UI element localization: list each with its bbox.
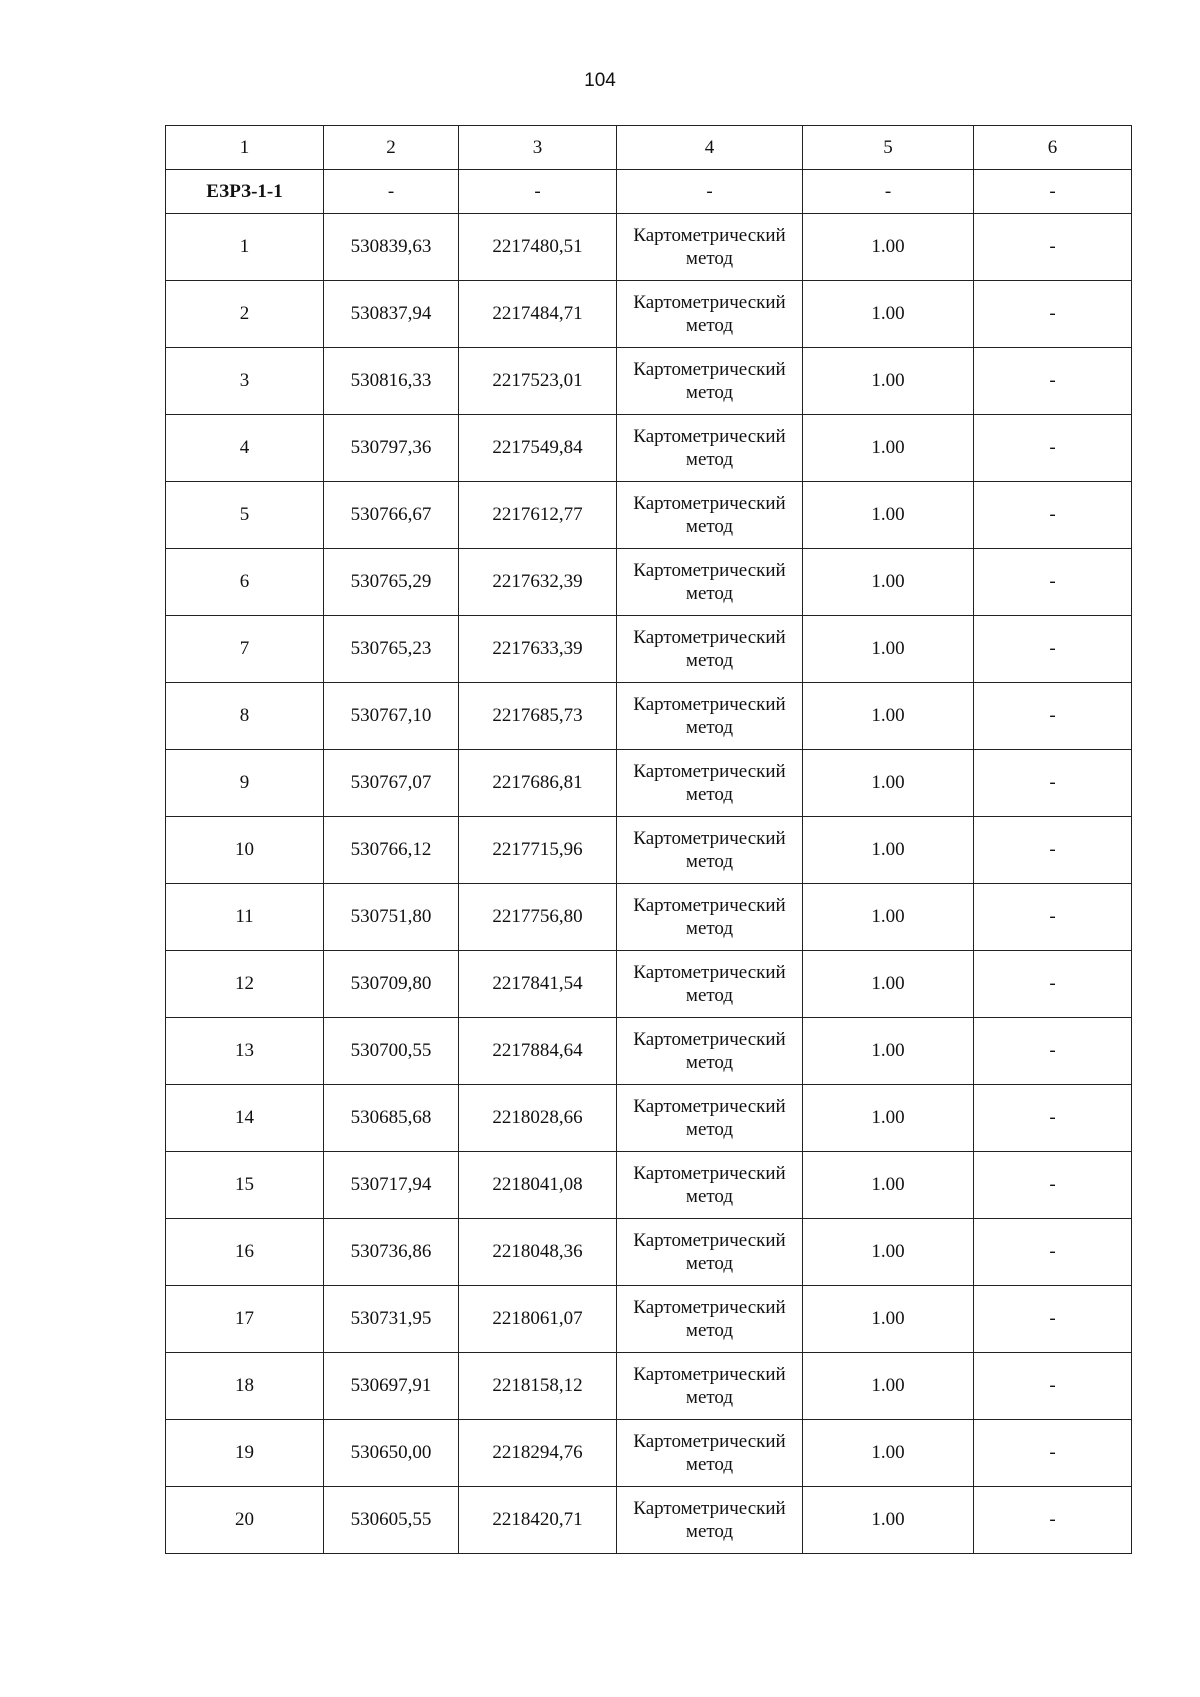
x-coordinate-cell: 530816,33 xyxy=(324,348,459,415)
x-coordinate-cell: 530751,80 xyxy=(324,884,459,951)
point-number-cell: 16 xyxy=(166,1219,324,1286)
page-number: 104 xyxy=(584,70,616,91)
zone-name: ЕЗРЗ-1-1 xyxy=(166,170,324,214)
method-line-1: Картометрический xyxy=(633,1096,786,1117)
point-number-cell: 20 xyxy=(166,1487,324,1554)
table-row xyxy=(166,1219,1132,1286)
y-coordinate-cell: 2217715,96 xyxy=(459,817,617,884)
accuracy-cell: 1.00 xyxy=(803,750,974,817)
column6-cell: - xyxy=(974,616,1132,683)
table-row xyxy=(166,1085,1132,1152)
point-number-cell: 4 xyxy=(166,415,324,482)
method-line-1: Картометрический xyxy=(633,627,786,648)
method-cell xyxy=(617,884,803,951)
column6-cell: - xyxy=(974,549,1132,616)
accuracy-cell: 1.00 xyxy=(803,214,974,281)
y-coordinate-cell: 2218048,36 xyxy=(459,1219,617,1286)
zone-cell: - xyxy=(617,170,803,214)
accuracy-cell: 1.00 xyxy=(803,884,974,951)
method-cell xyxy=(617,348,803,415)
zone-cell: - xyxy=(803,170,974,214)
method-line-1: Картометрический xyxy=(633,225,786,246)
method-cell xyxy=(617,616,803,683)
zone-row xyxy=(166,170,1132,214)
column6-cell: - xyxy=(974,683,1132,750)
point-number-cell: 19 xyxy=(166,1420,324,1487)
method-line-2: метод xyxy=(685,1387,734,1408)
method-line-1: Картометрический xyxy=(633,426,786,447)
method-cell xyxy=(617,951,803,1018)
column6-cell: - xyxy=(974,1018,1132,1085)
y-coordinate-cell: 2217685,73 xyxy=(459,683,617,750)
x-coordinate-cell: 530605,55 xyxy=(324,1487,459,1554)
point-number-cell: 14 xyxy=(166,1085,324,1152)
point-number-cell: 8 xyxy=(166,683,324,750)
y-coordinate-cell: 2217632,39 xyxy=(459,549,617,616)
x-coordinate-cell: 530765,29 xyxy=(324,549,459,616)
y-coordinate-cell: 2217841,54 xyxy=(459,951,617,1018)
method-cell xyxy=(617,1018,803,1085)
x-coordinate-cell: 530839,63 xyxy=(324,214,459,281)
y-coordinate-cell: 2217686,81 xyxy=(459,750,617,817)
column6-cell: - xyxy=(974,415,1132,482)
method-cell xyxy=(617,281,803,348)
x-coordinate-cell: 530767,10 xyxy=(324,683,459,750)
table-row xyxy=(166,415,1132,482)
accuracy-cell: 1.00 xyxy=(803,549,974,616)
method-line-2: метод xyxy=(685,650,734,671)
method-line-1: Картометрический xyxy=(633,1364,786,1385)
point-number-cell: 1 xyxy=(166,214,324,281)
method-line-2: метод xyxy=(685,1119,734,1140)
point-number-cell: 5 xyxy=(166,482,324,549)
accuracy-cell: 1.00 xyxy=(803,1219,974,1286)
method-line-2: метод xyxy=(685,1320,734,1341)
zone-cell: - xyxy=(324,170,459,214)
method-line-1: Картометрический xyxy=(633,761,786,782)
table-row xyxy=(166,482,1132,549)
accuracy-cell: 1.00 xyxy=(803,1487,974,1554)
column6-cell: - xyxy=(974,1420,1132,1487)
y-coordinate-cell: 2217484,71 xyxy=(459,281,617,348)
method-line-2: метод xyxy=(685,382,734,403)
point-number-cell: 10 xyxy=(166,817,324,884)
point-number-cell: 12 xyxy=(166,951,324,1018)
method-line-2: метод xyxy=(685,1521,734,1542)
method-line-1: Картометрический xyxy=(633,292,786,313)
zone-cell: - xyxy=(974,170,1132,214)
y-coordinate-cell: 2217612,77 xyxy=(459,482,617,549)
method-line-1: Картометрический xyxy=(633,359,786,380)
table-row xyxy=(166,1286,1132,1353)
method-cell xyxy=(617,1353,803,1420)
x-coordinate-cell: 530765,23 xyxy=(324,616,459,683)
method-line-2: метод xyxy=(685,918,734,939)
method-line-1: Картометрический xyxy=(633,1163,786,1184)
header-cell: 6 xyxy=(974,126,1132,170)
method-cell xyxy=(617,415,803,482)
accuracy-cell: 1.00 xyxy=(803,1420,974,1487)
y-coordinate-cell: 2217756,80 xyxy=(459,884,617,951)
method-line-2: метод xyxy=(685,1052,734,1073)
y-coordinate-cell: 2217549,84 xyxy=(459,415,617,482)
y-coordinate-cell: 2218158,12 xyxy=(459,1353,617,1420)
header-cell: 1 xyxy=(166,126,324,170)
method-line-2: метод xyxy=(685,449,734,470)
method-cell xyxy=(617,683,803,750)
table-row xyxy=(166,348,1132,415)
header-cell: 2 xyxy=(324,126,459,170)
header-cell: 5 xyxy=(803,126,974,170)
x-coordinate-cell: 530736,86 xyxy=(324,1219,459,1286)
accuracy-cell: 1.00 xyxy=(803,1085,974,1152)
y-coordinate-cell: 2217480,51 xyxy=(459,214,617,281)
method-line-2: метод xyxy=(685,248,734,269)
method-cell xyxy=(617,214,803,281)
x-coordinate-cell: 530797,36 xyxy=(324,415,459,482)
column6-cell: - xyxy=(974,348,1132,415)
accuracy-cell: 1.00 xyxy=(803,1286,974,1353)
x-coordinate-cell: 530700,55 xyxy=(324,1018,459,1085)
method-line-1: Картометрический xyxy=(633,1029,786,1050)
method-line-2: метод xyxy=(685,985,734,1006)
table-row xyxy=(166,683,1132,750)
method-cell xyxy=(617,549,803,616)
method-line-2: метод xyxy=(685,516,734,537)
y-coordinate-cell: 2218420,71 xyxy=(459,1487,617,1554)
point-number-cell: 2 xyxy=(166,281,324,348)
table-row xyxy=(166,616,1132,683)
x-coordinate-cell: 530697,91 xyxy=(324,1353,459,1420)
y-coordinate-cell: 2218294,76 xyxy=(459,1420,617,1487)
point-number-cell: 6 xyxy=(166,549,324,616)
accuracy-cell: 1.00 xyxy=(803,683,974,750)
x-coordinate-cell: 530766,12 xyxy=(324,817,459,884)
point-number-cell: 18 xyxy=(166,1353,324,1420)
column6-cell: - xyxy=(974,482,1132,549)
point-number-cell: 15 xyxy=(166,1152,324,1219)
method-line-1: Картометрический xyxy=(633,694,786,715)
y-coordinate-cell: 2218041,08 xyxy=(459,1152,617,1219)
method-line-1: Картометрический xyxy=(633,1297,786,1318)
method-line-1: Картометрический xyxy=(633,1431,786,1452)
table-row xyxy=(166,214,1132,281)
method-cell xyxy=(617,1487,803,1554)
y-coordinate-cell: 2218028,66 xyxy=(459,1085,617,1152)
method-cell xyxy=(617,1420,803,1487)
y-coordinate-cell: 2218061,07 xyxy=(459,1286,617,1353)
accuracy-cell: 1.00 xyxy=(803,951,974,1018)
header-cell: 3 xyxy=(459,126,617,170)
method-cell xyxy=(617,1085,803,1152)
point-number-cell: 9 xyxy=(166,750,324,817)
column6-cell: - xyxy=(974,1487,1132,1554)
accuracy-cell: 1.00 xyxy=(803,281,974,348)
x-coordinate-cell: 530685,68 xyxy=(324,1085,459,1152)
table-row xyxy=(166,1353,1132,1420)
column6-cell: - xyxy=(974,951,1132,1018)
x-coordinate-cell: 530766,67 xyxy=(324,482,459,549)
table-row xyxy=(166,1420,1132,1487)
column6-cell: - xyxy=(974,214,1132,281)
table-row xyxy=(166,281,1132,348)
accuracy-cell: 1.00 xyxy=(803,1152,974,1219)
y-coordinate-cell: 2217884,64 xyxy=(459,1018,617,1085)
table-row xyxy=(166,951,1132,1018)
method-line-2: метод xyxy=(685,784,734,805)
accuracy-cell: 1.00 xyxy=(803,415,974,482)
x-coordinate-cell: 530731,95 xyxy=(324,1286,459,1353)
header-cell: 4 xyxy=(617,126,803,170)
zone-cell: - xyxy=(459,170,617,214)
method-line-1: Картометрический xyxy=(633,895,786,916)
accuracy-cell: 1.00 xyxy=(803,817,974,884)
table-row xyxy=(166,817,1132,884)
point-number-cell: 17 xyxy=(166,1286,324,1353)
table-row xyxy=(166,1487,1132,1554)
method-line-2: метод xyxy=(685,583,734,604)
x-coordinate-cell: 530717,94 xyxy=(324,1152,459,1219)
method-cell xyxy=(617,482,803,549)
method-line-1: Картометрический xyxy=(633,1498,786,1519)
table-row xyxy=(166,1152,1132,1219)
column6-cell: - xyxy=(974,817,1132,884)
column6-cell: - xyxy=(974,1286,1132,1353)
accuracy-cell: 1.00 xyxy=(803,616,974,683)
coordinates-table xyxy=(165,125,1132,1554)
method-line-2: метод xyxy=(685,1454,734,1475)
method-line-2: метод xyxy=(685,1186,734,1207)
column6-cell: - xyxy=(974,1219,1132,1286)
method-line-1: Картометрический xyxy=(633,962,786,983)
method-line-1: Картометрический xyxy=(633,828,786,849)
header-row xyxy=(166,126,1132,170)
accuracy-cell: 1.00 xyxy=(803,1018,974,1085)
x-coordinate-cell: 530767,07 xyxy=(324,750,459,817)
column6-cell: - xyxy=(974,1152,1132,1219)
column6-cell: - xyxy=(974,281,1132,348)
method-cell xyxy=(617,817,803,884)
method-cell xyxy=(617,750,803,817)
y-coordinate-cell: 2217633,39 xyxy=(459,616,617,683)
accuracy-cell: 1.00 xyxy=(803,348,974,415)
method-line-1: Картометрический xyxy=(633,560,786,581)
method-line-1: Картометрический xyxy=(633,1230,786,1251)
x-coordinate-cell: 530837,94 xyxy=(324,281,459,348)
y-coordinate-cell: 2217523,01 xyxy=(459,348,617,415)
column6-cell: - xyxy=(974,1353,1132,1420)
method-line-1: Картометрический xyxy=(633,493,786,514)
point-number-cell: 11 xyxy=(166,884,324,951)
point-number-cell: 7 xyxy=(166,616,324,683)
table-row xyxy=(166,750,1132,817)
x-coordinate-cell: 530709,80 xyxy=(324,951,459,1018)
column6-cell: - xyxy=(974,1085,1132,1152)
column6-cell: - xyxy=(974,884,1132,951)
accuracy-cell: 1.00 xyxy=(803,1353,974,1420)
point-number-cell: 13 xyxy=(166,1018,324,1085)
point-number-cell: 3 xyxy=(166,348,324,415)
method-cell xyxy=(617,1219,803,1286)
method-cell xyxy=(617,1152,803,1219)
method-cell xyxy=(617,1286,803,1353)
accuracy-cell: 1.00 xyxy=(803,482,974,549)
method-line-2: метод xyxy=(685,315,734,336)
table-row xyxy=(166,884,1132,951)
table-row xyxy=(166,1018,1132,1085)
method-line-2: метод xyxy=(685,1253,734,1274)
method-line-2: метод xyxy=(685,851,734,872)
column6-cell: - xyxy=(974,750,1132,817)
x-coordinate-cell: 530650,00 xyxy=(324,1420,459,1487)
method-line-2: метод xyxy=(685,717,734,738)
table-row xyxy=(166,549,1132,616)
